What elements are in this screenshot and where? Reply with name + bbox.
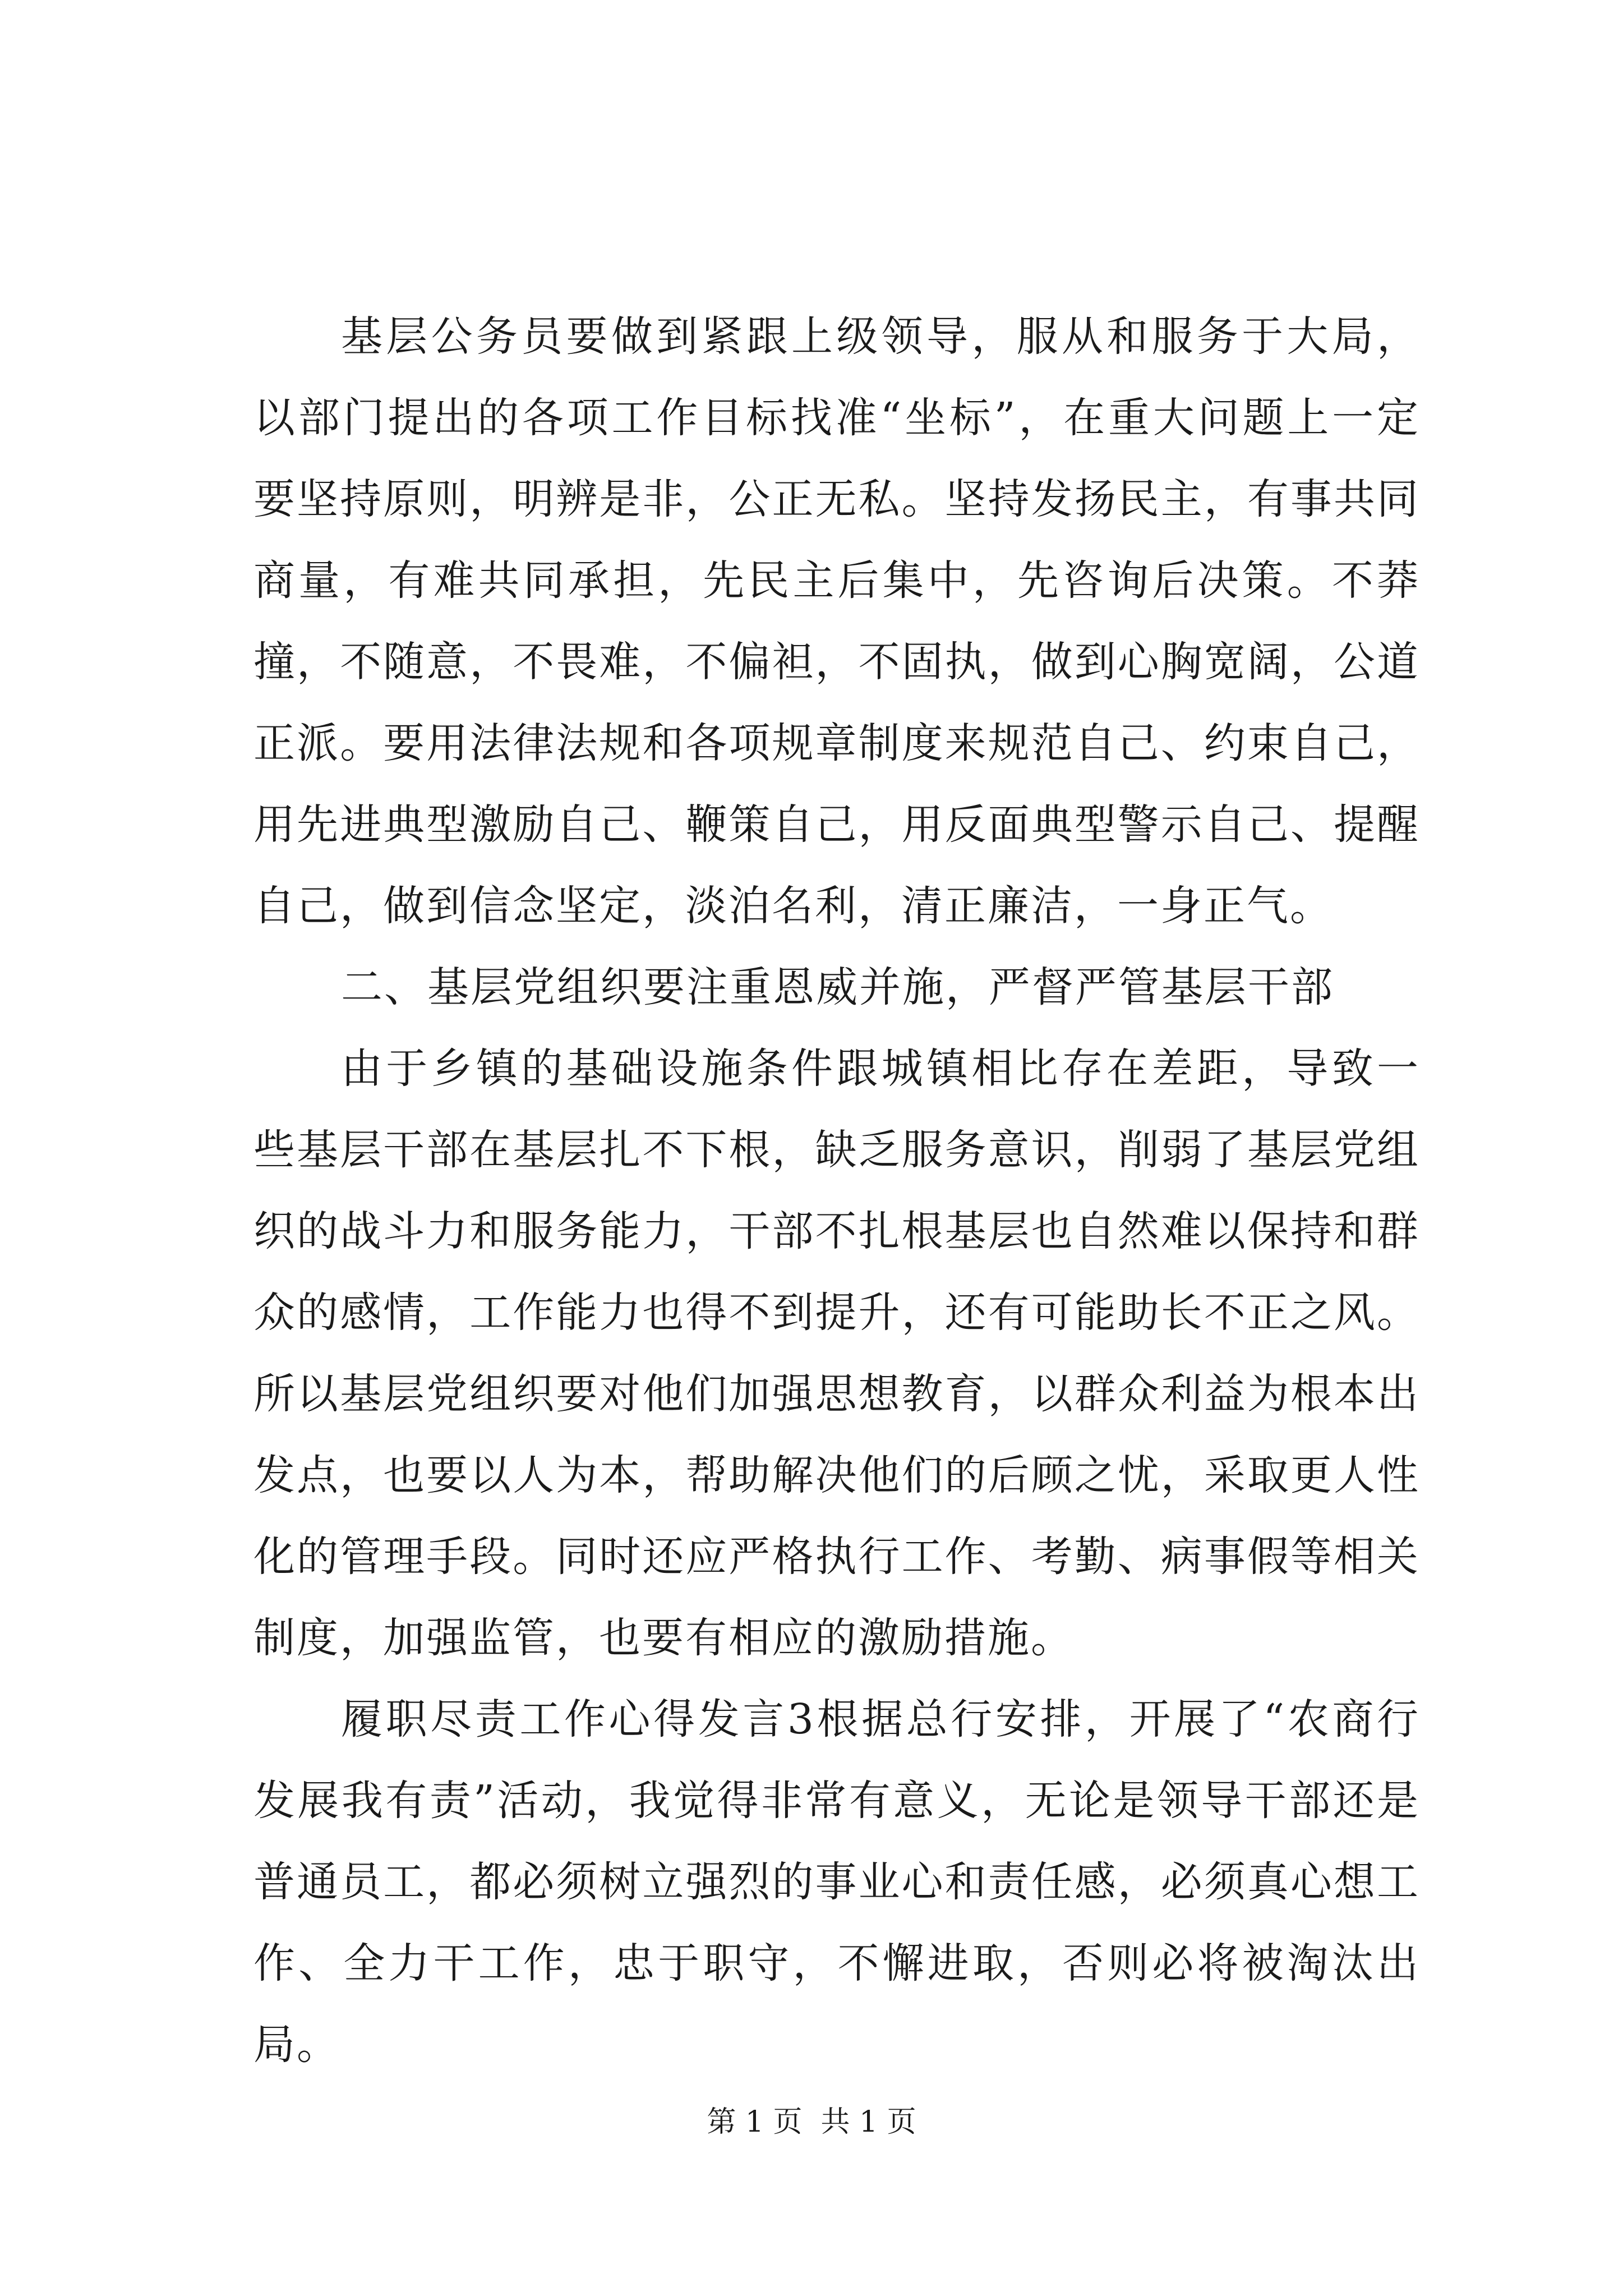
document-body bbox=[253, 296, 1420, 2086]
section-heading-two: 二、基层党组织要注重恩威并施，严督严管基层干部 bbox=[341, 963, 1334, 1011]
paragraph-grassroots-cadres: 由于乡镇的基础设施条件跟城镇相比存在差距，导致一些基层干部在基层扎不下根，缺乏服务意识，削弱了基层党组织的战斗力和服务能力，干部不扎根基层也自然难以保持和群众的感情，工作能力也得不到提升，还有可能助长不正之风。所以基层党组织要对他们加强思想教育，以群众利益为根本出发点，也要以人为本，帮助解决他们的后顾之忧，采取更人性化的管理手段。同时还应严格执行工作、考勤、病事假等相关制度，加强监管，也要有相应的激励措施。 bbox=[253, 1045, 1420, 1662]
paragraph-speech-three: 履职尽责工作心得发言3根据总行安排，开展了“农商行发展我有责”活动，我觉得非常有意义，无论是领导干部还是普通员工，都必须树立强烈的事业心和责任感，必须真心想工作、全力干工作，忠于职守，不懈进取，否则必将被淘汰出局。 bbox=[253, 1695, 1420, 2069]
page-footer: 第 1 页 共 1 页 bbox=[707, 2105, 916, 2139]
paragraph-civil-servant-conduct: 基层公务员要做到紧跟上级领导，服从和服务于大局，以部门提出的各项工作目标找准“坐标”，在重大问题上一定要坚持原则，明辨是非，公正无私。坚持发扬民主，有事共同商量，有难共同承担，先民主后集中，先咨询后决策。不莽撞，不随意，不畏难，不偏袒，不固执，做到心胸宽阔，公道正派。要用法律法规和各项规章制度来规范自己、约束自己，用先进典型激励自己、鞭策自己，用反面典型警示自己、提醒自己，做到信念坚定，淡泊名利，清正廉洁，一身正气。 bbox=[253, 312, 1420, 930]
